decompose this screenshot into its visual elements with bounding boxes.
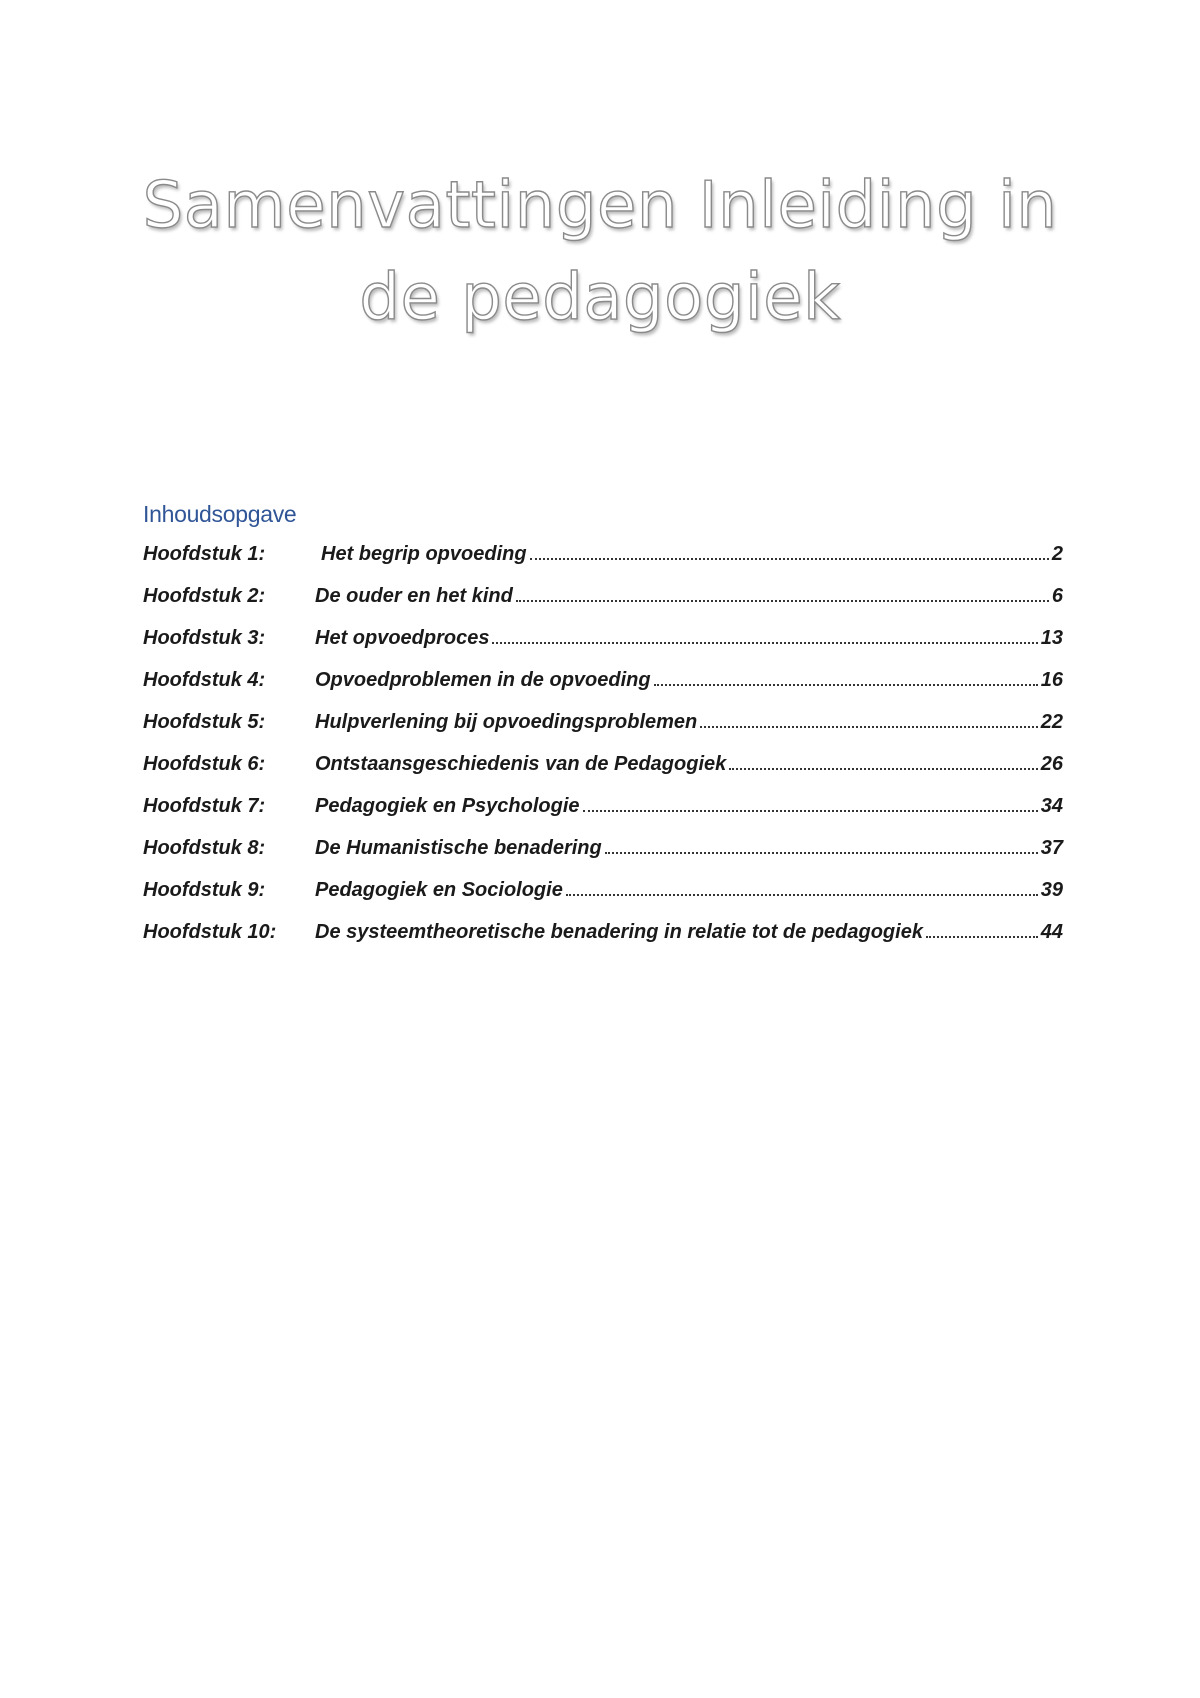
toc-heading: Inhoudsopgave	[143, 501, 297, 527]
toc-dot-leader	[605, 852, 1038, 854]
title-line-1: Samenvattingen Inleiding in	[142, 169, 1058, 243]
toc-entry-title: Hulpverlening bij opvoedingsproblemen	[315, 711, 698, 733]
toc-entry[interactable]	[143, 753, 1063, 795]
toc-chapter-label: Hoofdstuk 1:	[143, 543, 266, 565]
toc-entry[interactable]	[143, 627, 1063, 669]
toc-chapter-label: Hoofdstuk 5:	[143, 711, 266, 733]
toc-dot-leader	[926, 936, 1038, 938]
toc-entry[interactable]	[143, 795, 1063, 837]
toc-entry-title: De systeemtheoretische benadering in relatie tot de pedagogiek	[315, 921, 923, 943]
toc-dot-leader	[566, 894, 1038, 896]
toc-page-number: 34	[1040, 795, 1063, 817]
toc-entry[interactable]	[143, 879, 1063, 921]
toc-chapter-label: Hoofdstuk 9:	[143, 879, 266, 901]
toc-chapter-label: Hoofdstuk 7:	[143, 795, 266, 817]
toc-entry-title: Ontstaansgeschiedenis van de Pedagogiek	[315, 753, 727, 775]
toc-page-number: 13	[1040, 627, 1063, 649]
toc-entry-title: Pedagogiek en Psychologie	[315, 795, 580, 817]
toc-page-number: 16	[1040, 669, 1063, 691]
toc-entry[interactable]	[143, 669, 1063, 711]
toc-dot-leader	[492, 642, 1037, 644]
document-title	[100, 160, 1100, 344]
toc-page-number: 37	[1040, 837, 1063, 859]
toc-entry-title: De Humanistische benadering	[315, 837, 602, 859]
toc-page-number: 22	[1040, 711, 1063, 733]
toc-entry[interactable]	[143, 711, 1063, 753]
toc-chapter-label: Hoofdstuk 10:	[143, 921, 277, 943]
toc-entry[interactable]	[143, 585, 1063, 627]
toc-chapter-label: Hoofdstuk 2:	[143, 585, 266, 607]
toc-dot-leader	[700, 726, 1037, 728]
toc-chapter-label: Hoofdstuk 3:	[143, 627, 266, 649]
toc-page-number: 26	[1040, 753, 1063, 775]
toc-entry[interactable]	[143, 543, 1063, 585]
toc-entry[interactable]	[143, 837, 1063, 879]
toc-chapter-label: Hoofdstuk 6:	[143, 753, 266, 775]
table-of-contents	[143, 497, 1063, 963]
toc-page-number: 39	[1040, 879, 1063, 901]
toc-entry-title: Het begrip opvoeding	[321, 543, 527, 565]
toc-entry-title: De ouder en het kind	[315, 585, 513, 607]
toc-dot-leader	[516, 600, 1049, 602]
toc-dot-leader	[654, 684, 1038, 686]
toc-page-number: 2	[1051, 543, 1063, 565]
toc-dot-leader	[583, 810, 1038, 812]
toc-chapter-label: Hoofdstuk 4:	[143, 669, 266, 691]
toc-page-number: 6	[1051, 585, 1063, 607]
toc-dot-leader	[729, 768, 1038, 770]
toc-entry[interactable]	[143, 921, 1063, 963]
toc-page-number: 44	[1040, 921, 1063, 943]
toc-entry-title: Pedagogiek en Sociologie	[315, 879, 563, 901]
toc-chapter-label: Hoofdstuk 8:	[143, 837, 266, 859]
toc-dot-leader	[530, 558, 1049, 560]
toc-entry-title: Opvoedproblemen in de opvoeding	[315, 669, 651, 691]
title-line-2: de pedagogiek	[359, 261, 841, 335]
toc-entry-title: Het opvoedproces	[315, 627, 490, 649]
